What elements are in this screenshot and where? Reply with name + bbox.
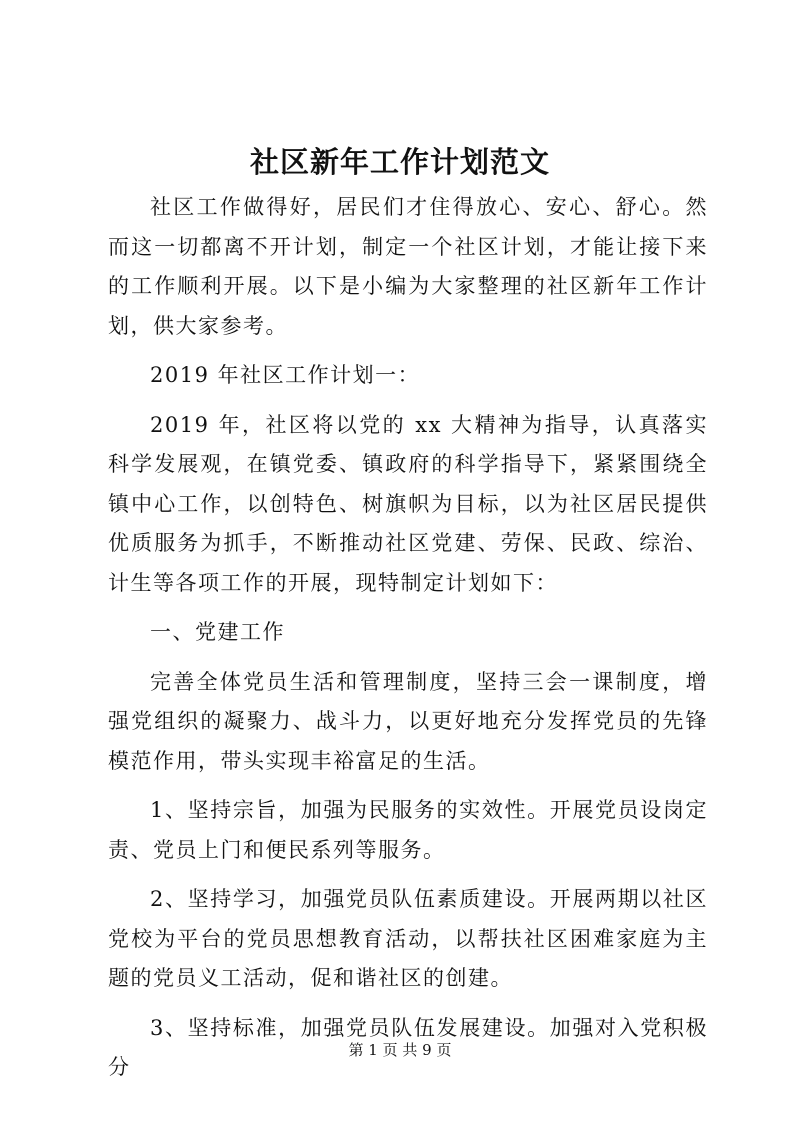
paragraph-item-3: 3、坚持标准，加强党员队伍发展建设。加强对入党积极分: [108, 1015, 708, 1079]
paragraph-intro: 社区工作做得好，居民们才住得放心、安心、舒心。然而这一切都离不开计划，制定一个社区计划，才能让接下来的工作顺利开展。以下是小编为大家整理的社区新年工作计划，供大家参考。: [108, 195, 708, 338]
page-number-footer: 第 1 页 共 9 页: [348, 1041, 452, 1059]
document-title: 社区新年工作计划范文: [249, 145, 550, 179]
paragraph-plan-overview: 2019 年，社区将以党的 xx 大精神为指导，认真落实科学发展观，在镇党委、镇政府的科学指导下，紧紧围绕全镇中心工作，以创特色、树旗帜为目标，以为社区居民提供优质服务为抓手，不断推动社区党建、劳保、民政、综治、计生等各项工作的开展，现特制定计划如下：: [108, 412, 708, 595]
paragraph-party-building: 完善全体党员生活和管理制度，坚持三会一课制度，增强党组织的凝聚力、战斗力，以更好地充分发挥党员的先锋模范作用，带头实现丰裕富足的生活。: [108, 669, 708, 773]
paragraph-section-heading: 一、党建工作: [150, 620, 285, 644]
paragraph-item-1: 1、坚持宗旨，加强为民服务的实效性。开展党员设岗定责、党员上门和便民系列等服务。: [108, 798, 708, 862]
document-body: [108, 188, 708, 1088]
paragraph-item-2: 2、坚持学习，加强党员队伍素质建设。开展两期以社区党校为平台的党员思想教育活动，以帮扶社区困难家庭为主题的党员义工活动，促和谐社区的创建。: [108, 887, 708, 990]
paragraph-plan-heading: 2019 年社区工作计划一：: [150, 363, 421, 387]
